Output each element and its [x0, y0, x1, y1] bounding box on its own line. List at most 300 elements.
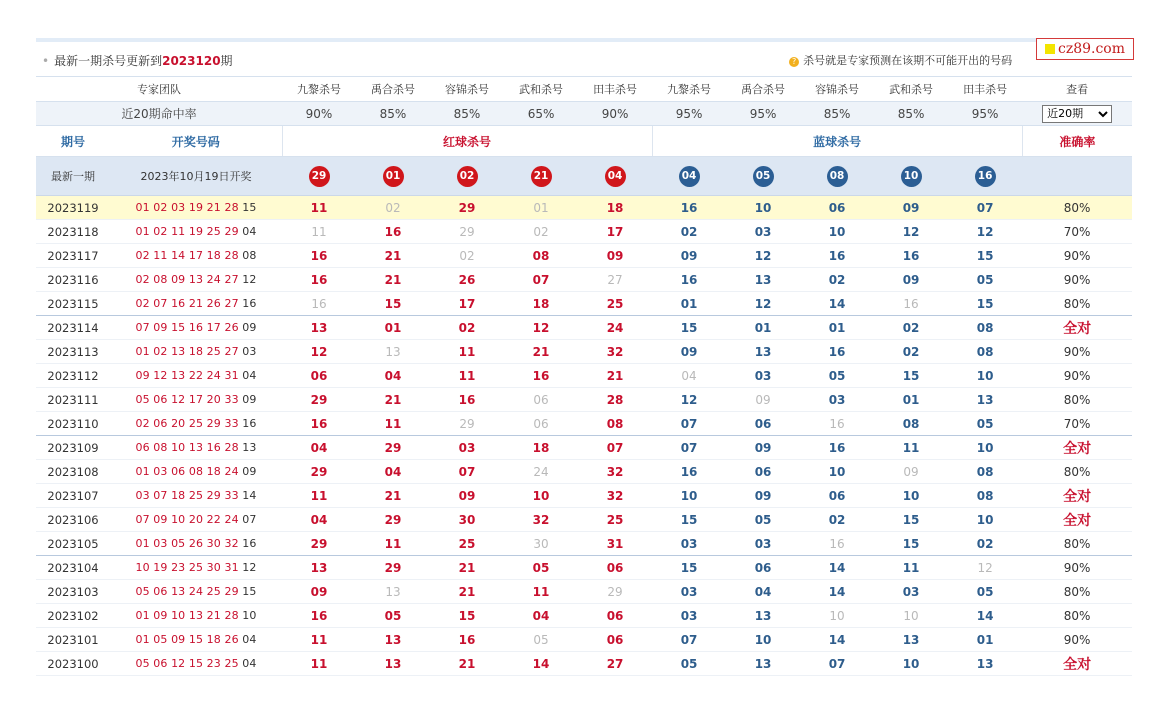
draw-blue-number: 10: [242, 609, 257, 622]
draw-blue-number: 03: [242, 345, 257, 358]
red-ball: 01: [383, 166, 404, 187]
top-decoration-bar: [36, 38, 1132, 42]
update-suffix: 期: [220, 53, 233, 68]
blue-kill-number: 09: [726, 484, 800, 508]
blue-kill-number: 13: [948, 388, 1022, 412]
red-kill-number: 29: [430, 196, 504, 220]
blue-kill-number: 06: [726, 460, 800, 484]
hit-rate-value: 95%: [726, 102, 800, 126]
red-kill-number: 18: [504, 436, 578, 460]
draw-numbers-cell: [110, 436, 282, 460]
accuracy-cell: 90%: [1022, 268, 1132, 292]
blue-kill-number: 02: [948, 532, 1022, 556]
red-kill-number: 32: [504, 508, 578, 532]
red-kill-number: 16: [430, 388, 504, 412]
section-header-row: [36, 126, 1132, 157]
period-cell: 2023109: [36, 436, 110, 460]
draw-red-numbers: 07 09 10 20 22 24: [135, 513, 239, 526]
blue-kill-number: 09: [726, 436, 800, 460]
accuracy-cell: 80%: [1022, 196, 1132, 220]
red-kill-number: 11: [282, 652, 356, 676]
red-kill-number: 16: [504, 364, 578, 388]
blue-kill-number: 16: [874, 292, 948, 316]
red-kill-number: 02: [430, 244, 504, 268]
blue-kill-number: 14: [800, 580, 874, 604]
draw-red-numbers: 02 07 16 21 26 27: [135, 297, 239, 310]
draw-numbers-cell: [110, 532, 282, 556]
table-row: [36, 196, 1132, 220]
red-kill-number: 09: [578, 244, 652, 268]
draw-blue-number: 13: [242, 441, 257, 454]
red-kill-number: 06: [578, 556, 652, 580]
red-kill-number: 11: [504, 580, 578, 604]
blue-kill-number: 04: [726, 580, 800, 604]
accuracy-cell: 全对: [1022, 484, 1132, 508]
red-kill-number: 13: [356, 580, 430, 604]
red-ball: 04: [605, 166, 626, 187]
blue-kill-number: 15: [874, 508, 948, 532]
red-kill-number: 21: [578, 364, 652, 388]
draw-blue-number: 07: [242, 513, 257, 526]
update-info: [36, 44, 578, 77]
draw-red-numbers: 01 02 03 19 21 28: [135, 201, 239, 214]
period-cell: 2023116: [36, 268, 110, 292]
blue-ball: 05: [753, 166, 774, 187]
red-kill-number: 04: [356, 460, 430, 484]
blue-ball: 04: [679, 166, 700, 187]
red-kill-number: 30: [430, 508, 504, 532]
expert-header: 田丰杀号: [948, 77, 1022, 102]
draw-numbers-cell: [110, 316, 282, 340]
period-cell: 2023101: [36, 628, 110, 652]
blue-kill-number: 07: [948, 196, 1022, 220]
accuracy-cell: 80%: [1022, 388, 1132, 412]
blue-kill-number: 12: [948, 556, 1022, 580]
red-kill-number: 05: [504, 628, 578, 652]
red-kill-number: 15: [356, 292, 430, 316]
period-cell: 2023108: [36, 460, 110, 484]
blue-ball-cell: [800, 157, 874, 196]
hit-rate-row: [36, 102, 1132, 126]
blue-kill-number: 03: [800, 388, 874, 412]
red-kill-number: 11: [356, 532, 430, 556]
expert-header: 田丰杀号: [578, 77, 652, 102]
blue-kill-number: 09: [726, 388, 800, 412]
red-kill-number: 01: [356, 316, 430, 340]
red-kill-number: 09: [282, 580, 356, 604]
red-kill-number: 12: [504, 316, 578, 340]
draw-blue-number: 12: [242, 561, 257, 574]
accuracy-cell: 全对: [1022, 436, 1132, 460]
blue-kill-number: 15: [948, 244, 1022, 268]
red-kill-number: 11: [282, 220, 356, 244]
red-kill-number: 16: [282, 412, 356, 436]
table-row: [36, 460, 1132, 484]
draw-red-numbers: 01 03 05 26 30 32: [135, 537, 239, 550]
update-prefix: 最新一期杀号更新到: [54, 53, 163, 68]
draw-numbers-cell: [110, 268, 282, 292]
blue-kill-number: 10: [726, 628, 800, 652]
blue-kill-number: 07: [800, 652, 874, 676]
red-kill-number: 06: [578, 628, 652, 652]
draw-numbers-cell: [110, 508, 282, 532]
blue-kill-number: 05: [948, 580, 1022, 604]
blue-kill-number: 09: [874, 268, 948, 292]
expert-header: 九黎杀号: [282, 77, 356, 102]
expert-header: 禹合杀号: [356, 77, 430, 102]
latest-period-number: 2023120: [162, 53, 221, 68]
red-kill-number: 21: [430, 652, 504, 676]
blue-kill-number: 05: [652, 652, 726, 676]
expert-header: 九黎杀号: [652, 77, 726, 102]
red-kill-number: 26: [430, 268, 504, 292]
bullet-icon: •: [42, 53, 50, 68]
draw-red-numbers: 10 19 23 25 30 31: [135, 561, 239, 574]
red-kill-number: 32: [578, 340, 652, 364]
red-kill-number: 17: [430, 292, 504, 316]
red-kill-number: 21: [356, 268, 430, 292]
draw-red-numbers: 01 02 11 19 25 29: [135, 225, 239, 238]
draw-numbers-cell: [110, 220, 282, 244]
draw-numbers-cell: [110, 652, 282, 676]
red-kill-number: 29: [430, 412, 504, 436]
red-ball: 02: [457, 166, 478, 187]
red-kill-number: 13: [356, 340, 430, 364]
table-row: [36, 652, 1132, 676]
accuracy-cell: 80%: [1022, 604, 1132, 628]
blue-kill-number: 12: [652, 388, 726, 412]
red-kill-number: 28: [578, 388, 652, 412]
blue-kill-number: 14: [800, 292, 874, 316]
blue-kill-number: 01: [652, 292, 726, 316]
blue-kill-number: 13: [874, 628, 948, 652]
red-kill-number: 16: [356, 220, 430, 244]
blue-ball-cell: [948, 157, 1022, 196]
blue-kill-number: 03: [726, 532, 800, 556]
kill-number-table: [36, 44, 1132, 676]
blue-kill-number: 10: [800, 460, 874, 484]
period-cell: 2023111: [36, 388, 110, 412]
draw-numbers-cell: [110, 556, 282, 580]
red-kill-number: 06: [282, 364, 356, 388]
draw-red-numbers: 05 06 12 15 23 25: [135, 657, 239, 670]
draw-red-numbers: 07 09 15 16 17 26: [135, 321, 239, 334]
blue-kill-number: 12: [726, 244, 800, 268]
blue-kill-number: 12: [874, 220, 948, 244]
blue-ball-cell: [726, 157, 800, 196]
red-kill-number: 04: [282, 508, 356, 532]
draw-red-numbers: 01 03 06 08 18 24: [135, 465, 239, 478]
red-kill-number: 10: [504, 484, 578, 508]
draw-numbers-cell: [110, 604, 282, 628]
expert-header: 容锦杀号: [430, 77, 504, 102]
red-kill-number: 06: [504, 388, 578, 412]
red-kill-number: 11: [282, 196, 356, 220]
period-range-cell: [1022, 102, 1132, 126]
hit-rate-value: 95%: [948, 102, 1022, 126]
draw-numbers-cell: [110, 292, 282, 316]
draw-numbers-cell: [110, 244, 282, 268]
blue-kill-number: 10: [874, 604, 948, 628]
red-kill-number: 29: [356, 436, 430, 460]
blue-kill-number: 10: [652, 484, 726, 508]
blue-kill-number: 16: [800, 340, 874, 364]
period-header: 期号: [36, 126, 110, 157]
blue-kill-number: 16: [652, 460, 726, 484]
period-cell: 2023114: [36, 316, 110, 340]
blue-kill-number: 05: [948, 268, 1022, 292]
blue-kill-number: 08: [948, 340, 1022, 364]
red-kill-number: 29: [282, 388, 356, 412]
blue-kill-header: 蓝球杀号: [652, 126, 1022, 157]
red-kill-number: 06: [504, 412, 578, 436]
blue-kill-number: 10: [726, 196, 800, 220]
red-kill-number: 01: [504, 196, 578, 220]
blue-kill-number: 03: [652, 580, 726, 604]
red-kill-number: 11: [430, 340, 504, 364]
red-kill-number: 07: [578, 436, 652, 460]
red-kill-number: 11: [282, 628, 356, 652]
period-cell: 2023113: [36, 340, 110, 364]
latest-accuracy-empty: [1022, 157, 1132, 196]
blue-kill-number: 07: [652, 436, 726, 460]
view-header: 查看: [1022, 77, 1132, 102]
table-row: [36, 580, 1132, 604]
red-ball-cell: [578, 157, 652, 196]
red-kill-number: 27: [578, 268, 652, 292]
blue-kill-number: 07: [652, 628, 726, 652]
red-kill-number: 07: [430, 460, 504, 484]
blue-kill-number: 14: [800, 556, 874, 580]
red-kill-number: 14: [504, 652, 578, 676]
accuracy-cell: 全对: [1022, 316, 1132, 340]
red-kill-number: 32: [578, 484, 652, 508]
blue-ball-cell: [874, 157, 948, 196]
red-kill-number: 31: [578, 532, 652, 556]
accuracy-cell: 80%: [1022, 460, 1132, 484]
red-kill-number: 13: [282, 316, 356, 340]
kill-note: [578, 44, 1022, 77]
blue-kill-number: 08: [948, 316, 1022, 340]
period-cell: 2023103: [36, 580, 110, 604]
draw-blue-number: 09: [242, 321, 257, 334]
red-kill-number: 21: [356, 388, 430, 412]
blue-kill-number: 15: [652, 556, 726, 580]
red-kill-number: 29: [356, 556, 430, 580]
hit-rate-value: 85%: [800, 102, 874, 126]
red-kill-number: 29: [578, 580, 652, 604]
table-row: [36, 628, 1132, 652]
red-kill-number: 02: [430, 316, 504, 340]
red-kill-number: 13: [282, 556, 356, 580]
blue-kill-number: 13: [726, 340, 800, 364]
red-kill-header: 红球杀号: [282, 126, 652, 157]
blue-kill-number: 15: [948, 292, 1022, 316]
accuracy-cell: 90%: [1022, 628, 1132, 652]
blue-kill-number: 01: [948, 628, 1022, 652]
blue-ball-cell: [652, 157, 726, 196]
draw-blue-number: 12: [242, 273, 257, 286]
blue-kill-number: 02: [874, 316, 948, 340]
accuracy-cell: 90%: [1022, 244, 1132, 268]
draw-numbers-cell: [110, 412, 282, 436]
table-row: [36, 364, 1132, 388]
draw-numbers-cell: [110, 580, 282, 604]
blue-kill-number: 10: [874, 652, 948, 676]
red-kill-number: 11: [356, 412, 430, 436]
blue-kill-number: 11: [874, 436, 948, 460]
update-info-row: [36, 44, 1132, 77]
blue-ball: 08: [827, 166, 848, 187]
period-cell: 2023104: [36, 556, 110, 580]
hit-rate-value: 90%: [282, 102, 356, 126]
red-kill-number: 32: [578, 460, 652, 484]
blue-ball: 16: [975, 166, 996, 187]
blue-kill-number: 16: [800, 244, 874, 268]
blue-kill-number: 15: [874, 532, 948, 556]
draw-red-numbers: 02 08 09 13 24 27: [135, 273, 239, 286]
hit-rate-label: 近20期命中率: [36, 102, 282, 126]
blue-kill-number: 13: [726, 604, 800, 628]
blue-kill-number: 13: [948, 652, 1022, 676]
table-row: [36, 436, 1132, 460]
draw-blue-number: 15: [242, 585, 257, 598]
red-kill-number: 18: [504, 292, 578, 316]
blue-kill-number: 12: [948, 220, 1022, 244]
blue-kill-number: 05: [800, 364, 874, 388]
red-kill-number: 21: [504, 340, 578, 364]
draw-red-numbers: 06 08 10 13 16 28: [135, 441, 239, 454]
red-ball: 29: [309, 166, 330, 187]
red-kill-number: 11: [430, 364, 504, 388]
blue-kill-number: 10: [800, 220, 874, 244]
red-kill-number: 03: [430, 436, 504, 460]
period-cell: 2023115: [36, 292, 110, 316]
accuracy-header: 准确率: [1022, 126, 1132, 157]
red-kill-number: 30: [504, 532, 578, 556]
blue-kill-number: 06: [726, 412, 800, 436]
red-ball-cell: [504, 157, 578, 196]
red-kill-number: 16: [430, 628, 504, 652]
period-cell: 2023118: [36, 220, 110, 244]
red-kill-number: 13: [356, 652, 430, 676]
blue-kill-number: 16: [874, 244, 948, 268]
blue-kill-number: 03: [726, 364, 800, 388]
draw-blue-number: 04: [242, 225, 257, 238]
red-kill-number: 08: [504, 244, 578, 268]
draw-red-numbers: 01 05 09 15 18 26: [135, 633, 239, 646]
blue-kill-number: 02: [652, 220, 726, 244]
draw-blue-number: 04: [242, 657, 257, 670]
blue-kill-number: 03: [652, 532, 726, 556]
blue-kill-number: 10: [948, 508, 1022, 532]
red-kill-number: 21: [430, 556, 504, 580]
accuracy-cell: 80%: [1022, 292, 1132, 316]
red-kill-number: 16: [282, 604, 356, 628]
draw-red-numbers: 03 07 18 25 29 33: [135, 489, 239, 502]
red-kill-number: 15: [430, 604, 504, 628]
blue-kill-number: 08: [948, 484, 1022, 508]
blue-kill-number: 14: [948, 604, 1022, 628]
blue-kill-number: 09: [652, 244, 726, 268]
red-kill-number: 24: [578, 316, 652, 340]
accuracy-cell: 90%: [1022, 556, 1132, 580]
blue-kill-number: 02: [800, 508, 874, 532]
blue-ball: 10: [901, 166, 922, 187]
draw-red-numbers: 09 12 13 22 24 31: [135, 369, 239, 382]
table-row: [36, 316, 1132, 340]
table-row: [36, 388, 1132, 412]
draw-numbers-cell: [110, 484, 282, 508]
blue-kill-number: 16: [652, 268, 726, 292]
draw-numbers-cell: [110, 628, 282, 652]
draw-blue-number: 08: [242, 249, 257, 262]
help-icon: ?: [789, 57, 799, 67]
hit-rate-value: 65%: [504, 102, 578, 126]
period-range-select[interactable]: [1042, 105, 1112, 123]
blue-kill-number: 10: [800, 604, 874, 628]
blue-kill-number: 13: [726, 268, 800, 292]
blue-kill-number: 03: [726, 220, 800, 244]
blue-kill-number: 07: [652, 412, 726, 436]
red-kill-number: 16: [282, 244, 356, 268]
red-kill-number: 25: [578, 508, 652, 532]
expert-header-row: [36, 77, 1132, 102]
blue-kill-number: 05: [948, 412, 1022, 436]
draw-blue-number: 09: [242, 393, 257, 406]
period-cell: 2023107: [36, 484, 110, 508]
red-kill-number: 21: [356, 484, 430, 508]
blue-kill-number: 15: [874, 364, 948, 388]
period-cell: 2023112: [36, 364, 110, 388]
blue-kill-number: 06: [800, 484, 874, 508]
blue-kill-number: 04: [652, 364, 726, 388]
period-cell: 2023100: [36, 652, 110, 676]
red-kill-number: 02: [356, 196, 430, 220]
blue-kill-number: 15: [652, 316, 726, 340]
draw-header: 开奖号码: [110, 126, 282, 157]
accuracy-cell: 90%: [1022, 364, 1132, 388]
draw-red-numbers: 05 06 12 17 20 33: [135, 393, 239, 406]
draw-blue-number: 04: [242, 369, 257, 382]
table-row: [36, 268, 1132, 292]
table-row: [36, 556, 1132, 580]
kill-note-text: 杀号就是专家预测在该期不可能开出的号码: [803, 54, 1013, 67]
blue-kill-number: 01: [726, 316, 800, 340]
red-kill-number: 27: [578, 652, 652, 676]
expert-header: 武和杀号: [504, 77, 578, 102]
red-kill-number: 02: [504, 220, 578, 244]
draw-blue-number: 15: [242, 201, 257, 214]
period-cell: 2023110: [36, 412, 110, 436]
draw-blue-number: 04: [242, 633, 257, 646]
watermark-text: cz89.com: [1057, 41, 1126, 57]
blue-kill-number: 14: [800, 628, 874, 652]
blue-kill-number: 10: [874, 484, 948, 508]
red-kill-number: 04: [356, 364, 430, 388]
red-kill-number: 13: [356, 628, 430, 652]
red-kill-number: 07: [504, 268, 578, 292]
red-kill-number: 21: [356, 244, 430, 268]
blue-kill-number: 10: [948, 436, 1022, 460]
table-row: [36, 220, 1132, 244]
table-row: [36, 340, 1132, 364]
blue-kill-number: 02: [874, 340, 948, 364]
draw-red-numbers: 02 06 20 25 29 33: [135, 417, 239, 430]
team-header: 专家团队: [36, 77, 282, 102]
hit-rate-value: 85%: [430, 102, 504, 126]
blue-kill-number: 10: [948, 364, 1022, 388]
